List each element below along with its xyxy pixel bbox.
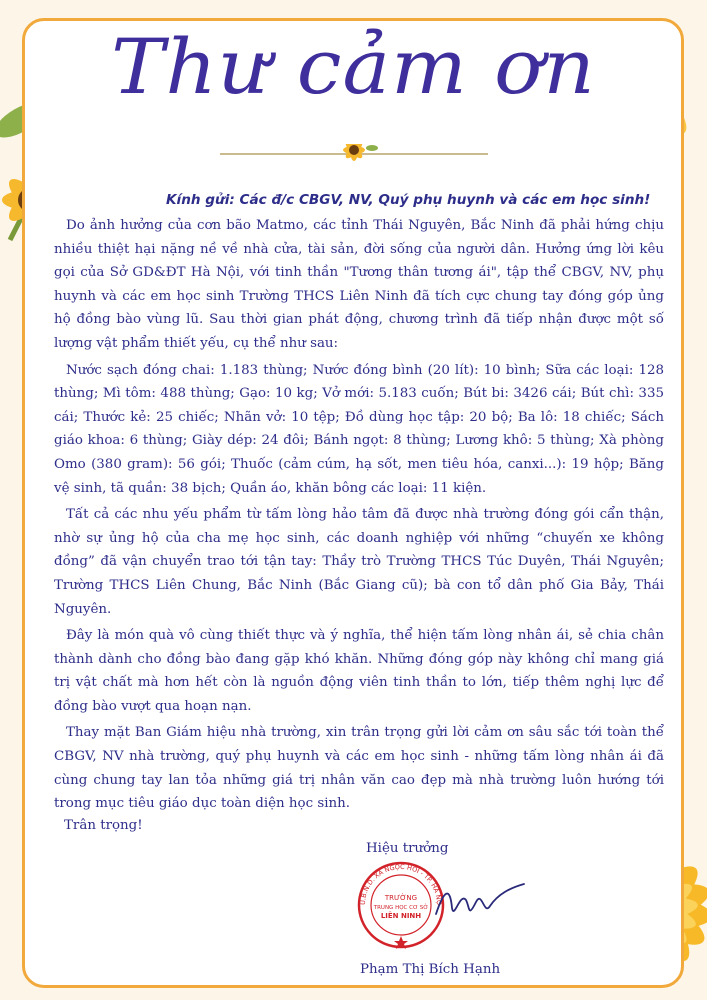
- greeting: Kính gửi: Các đ/c CBGV, NV, Quý phụ huynh và các em học sinh!: [166, 192, 651, 208]
- seal-outer-text: U.B.N.D. XÃ NGỌC HỒI - TP. HÀ NỘ: [358, 862, 444, 906]
- paragraph-thanks: Thay mặt Ban Giám hiệu nhà trường, xin trân trọng gửi lời cảm ơn sâu sắc tới toàn thể CBGV, NV nhà trường, quý phụ huynh và các em học sinh - những tấm lòng nhân ái đã cùng chung tay lan tỏa những giá trị nhân văn cao đẹp mà nhà trường luôn hướng tới trong mục tiêu giáo dục toàn diện học sinh.: [54, 725, 664, 812]
- seal-line3: LIÊN NINH: [380, 912, 422, 920]
- seal-line1: TRƯỜNG: [384, 894, 418, 902]
- sunflower-icon: [343, 144, 365, 161]
- signer-name: Phạm Thị Bích Hạnh: [360, 962, 501, 977]
- paragraph-delivery: Tất cả các nhu yếu phẩm từ tấm lòng hảo tâm đã được nhà trường đóng gói cẩn thận, nhờ sự ủng hộ của cha mẹ học sinh, các doanh nghiệp với những “chuyến xe không đồng” đã vận chuyển trao tới tận tay: Thầy trò Trường THCS Túc Duyên, Thái Nguyên; Trường THCS Liên Chung, Bắc Ninh (Bắc Giang cũ); bà con tổ dân phố Gia Bảy, Thái Nguyên.: [54, 507, 664, 617]
- paragraph-intro: Do ảnh hưởng của cơn bão Matmo, các tỉnh Thái Nguyên, Bắc Ninh đã phải hứng chịu nhiều thiệt hại nặng nề về nhà cửa, tài sản, đời sống của người dân. Hưởng ứng lời kêu gọi của Sở GD&ĐT Hà Nội, với tinh thần "Tương thân tương ái", tập thể CBGV, NV, phụ huynh và các em học sinh Trường THCS Liên Ninh đã tích cực chung tay đóng góp ủng hộ đồng bào vùng lũ. Sau thời gian phát động, chương trình đã tiếp nhận được một số lượng vật phẩm thiết yếu, cụ thể như sau:: [54, 218, 664, 351]
- signature: [432, 880, 528, 926]
- title-divider: [220, 144, 488, 164]
- closing: Trân trọng!: [64, 818, 143, 833]
- paragraph-meaning: Đây là món quà vô cùng thiết thực và ý nghĩa, thể hiện tấm lòng nhân ái, sẻ chia chân thành dành cho đồng bào đang gặp khó khăn. Những đóng góp này không chỉ mang giá trị vật chất mà hơn hết còn là nguồn động viên tinh thần to lớn, tiếp thêm nghị lực để đồng bào vượt qua hoạn nạn.: [54, 628, 664, 714]
- letter-body: [54, 214, 664, 819]
- signer-role: Hiệu trưởng: [366, 841, 449, 856]
- paragraph-items: Nước sạch đóng chai: 1.183 thùng; Nước đóng bình (20 lít): 10 bình; Sữa các loại: 128 thùng; Mì tôm: 488 thùng; Gạo: 10 kg; Vở mới: 5.183 cuốn; Bút bi: 3426 cái; Bút chì: 335 cái; Thước kẻ: 25 chiếc; Nhãn vở: 10 tệp; Đồ dùng học tập: 20 bộ; Ba lô: 18 chiếc; Sách giáo khoa: 6 thùng; Giày dép: 24 đôi; Bánh ngọt: 8 thùng; Lương khô: 5 thùng; Xà phòng Omo (380 gram): 56 gói; Thuốc (cảm cúm, hạ sốt, men tiêu hóa, canxi...): 19 hộp; Băng vệ sinh, tã quần: 38 bịch; Quần áo, khăn bông các loại: 11 kiện.: [54, 362, 664, 496]
- seal-line2: TRUNG HỌC CƠ SỞ: [373, 905, 429, 911]
- page-title: Thư cảm ơn: [111, 22, 596, 111]
